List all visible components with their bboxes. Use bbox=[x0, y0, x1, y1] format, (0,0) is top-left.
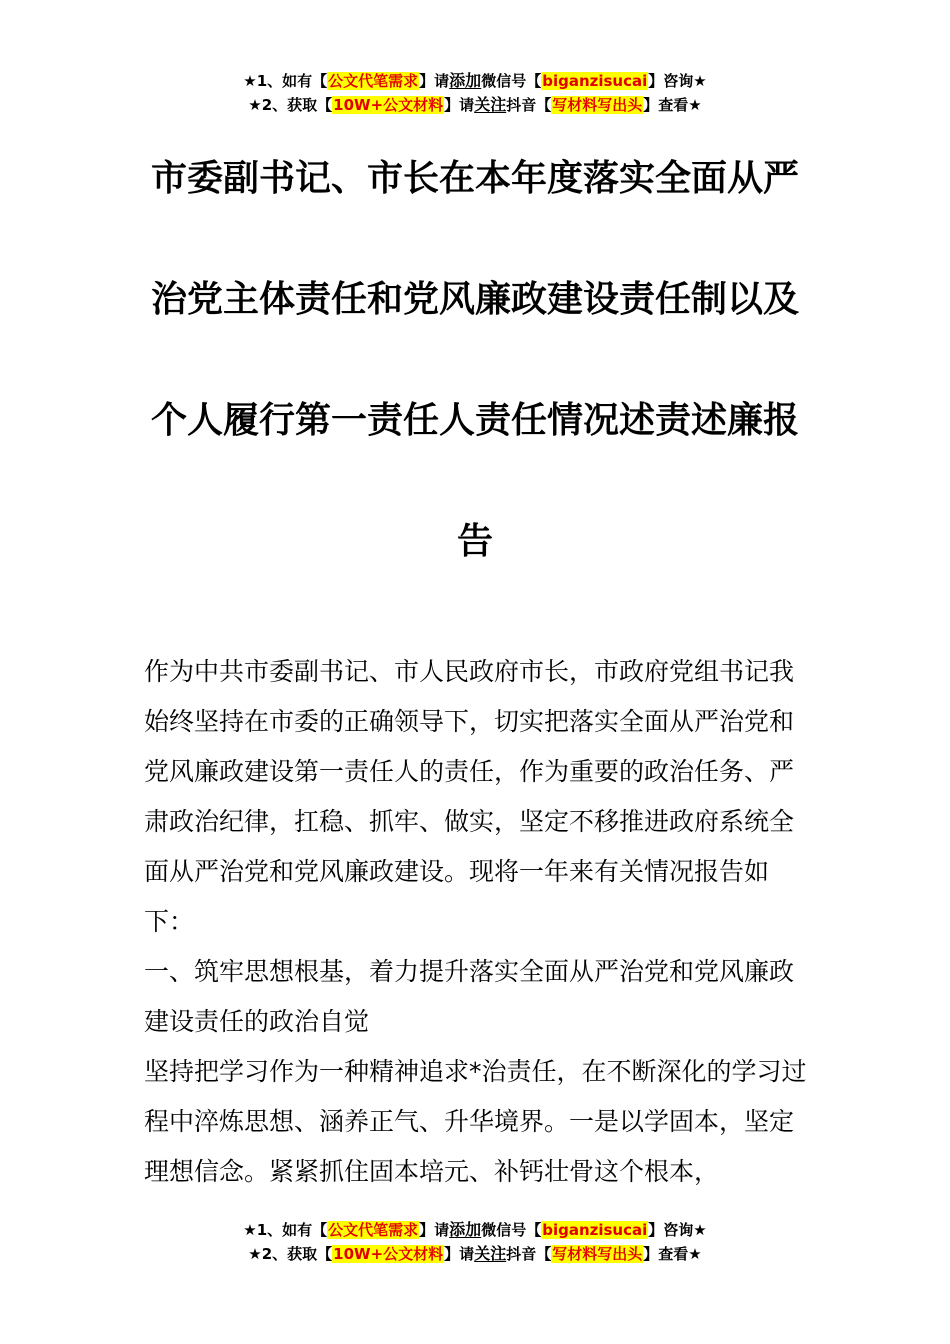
notice-text: 1、如有【 bbox=[256, 72, 328, 90]
notice-highlight: 公文代笔需求 bbox=[328, 1221, 419, 1239]
star-icon: ★ bbox=[693, 1221, 707, 1239]
paragraph-intro: 作为中共市委副书记、市人民政府市长，市政府党组书记我始终坚持在市委的正确领导下，切实把落实全面从严治党和党风廉政建设第一责任人的责任，作为重要的政治任务、严肃政治纪律，扛稳、抓牢、做实，坚定不移推进政府系统全面从严治党和党风廉政建设。现将一年来有关情况报告如下： bbox=[144, 657, 795, 936]
notice-line-1 bbox=[0, 1218, 950, 1242]
document-title bbox=[140, 140, 810, 624]
title-line: 市委副书记、市长在本年度落实全面从严 bbox=[150, 158, 799, 199]
notice-text: 】请 bbox=[419, 72, 450, 90]
star-icon: ★ bbox=[688, 96, 702, 114]
douyin-highlight: 写材料写出头 bbox=[552, 96, 643, 114]
notice-text: 】请 bbox=[419, 1221, 450, 1239]
document-body bbox=[144, 647, 814, 1197]
notice-text: 微信号【 bbox=[481, 72, 542, 90]
notice-line-2 bbox=[0, 1242, 950, 1266]
notice-line-2 bbox=[0, 93, 950, 117]
wechat-id-highlight: biganzisucai bbox=[542, 1221, 648, 1239]
footer-notice bbox=[0, 1218, 950, 1266]
notice-text: 】请 bbox=[444, 1245, 475, 1263]
header-notice bbox=[0, 69, 950, 117]
notice-text: 】查看 bbox=[643, 1245, 689, 1263]
notice-text: 1、如有【 bbox=[256, 1221, 328, 1239]
notice-emphasis: 添加 bbox=[449, 1220, 482, 1239]
star-icon: ★ bbox=[243, 72, 257, 90]
paragraph-study: 坚持把学习作为一种精神追求*治责任，在不断深化的学习过程中淬炼思想、涵养正气、升华境界。一是以学固本，坚定理想信念。紧紧抓住固本培元、补钙壮骨这个根本， bbox=[144, 1057, 807, 1186]
title-line: 治党主体责任和党风廉政建设责任制以及 bbox=[150, 279, 799, 320]
notice-emphasis: 关注 bbox=[474, 1244, 507, 1263]
notice-highlight: 10W+公文材料 bbox=[333, 1245, 444, 1263]
notice-line-1 bbox=[0, 69, 950, 93]
star-icon: ★ bbox=[243, 1221, 257, 1239]
star-icon: ★ bbox=[688, 1245, 702, 1263]
star-icon: ★ bbox=[248, 1245, 262, 1263]
notice-highlight: 10W+公文材料 bbox=[333, 96, 444, 114]
notice-text: 】咨询 bbox=[648, 72, 694, 90]
notice-text: 】请 bbox=[444, 96, 475, 114]
star-icon: ★ bbox=[693, 72, 707, 90]
notice-text: 2、获取【 bbox=[261, 96, 333, 114]
wechat-id-highlight: biganzisucai bbox=[542, 72, 648, 90]
notice-text: 抖音【 bbox=[506, 96, 552, 114]
title-line: 告 bbox=[456, 521, 493, 562]
notice-text: 】咨询 bbox=[648, 1221, 694, 1239]
notice-text: 】查看 bbox=[643, 96, 689, 114]
star-icon: ★ bbox=[248, 96, 262, 114]
douyin-highlight: 写材料写出头 bbox=[552, 1245, 643, 1263]
notice-text: 微信号【 bbox=[481, 1221, 542, 1239]
title-line: 个人履行第一责任人责任情况述责述廉报 bbox=[150, 400, 799, 441]
notice-text: 抖音【 bbox=[506, 1245, 552, 1263]
notice-highlight: 公文代笔需求 bbox=[328, 72, 419, 90]
notice-emphasis: 关注 bbox=[474, 95, 507, 114]
notice-text: 2、获取【 bbox=[261, 1245, 333, 1263]
notice-emphasis: 添加 bbox=[449, 71, 482, 90]
section-heading-1: 一、筑牢思想根基，着力提升落实全面从严治党和党风廉政建设责任的政治自觉 bbox=[144, 957, 795, 1036]
